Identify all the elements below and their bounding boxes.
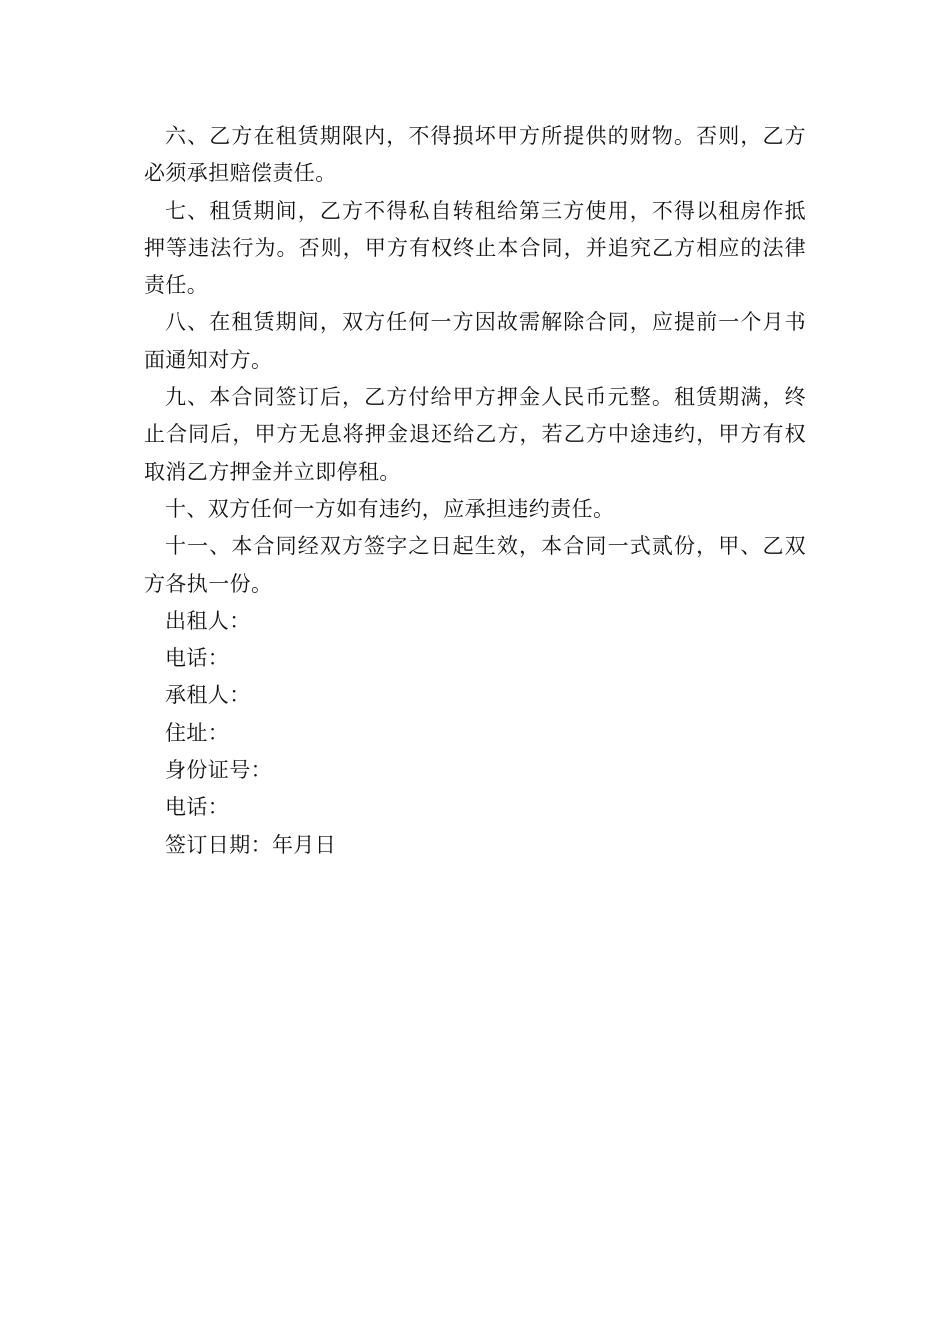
lessor-phone-field: 电话： [165, 646, 230, 671]
signing-date-field: 签订日期：年月日 [165, 832, 337, 857]
lessee-phone-field: 电话： [165, 795, 230, 820]
lessee-field: 承租人： [165, 683, 251, 708]
id-number-field: 身份证号： [165, 758, 272, 783]
clause-7: 七、租赁期间，乙方不得私自转租给第三方使用，不得以租房作抵押等违法行为。否则，甲方有权终止本合同，并追究乙方相应的法律责任。 [144, 198, 806, 298]
contract-body [144, 118, 806, 864]
address-field: 住址： [165, 720, 230, 745]
clause-11: 十一、本合同经双方签字之日起生效，本合同一式贰份，甲、乙双方各执一份。 [144, 534, 806, 596]
clause-10: 十、双方任何一方如有违约，应承担违约责任。 [165, 496, 615, 521]
clause-9: 九、本合同签订后，乙方付给甲方押金人民币元整。租赁期满，终止合同后，甲方无息将押金退还给乙方，若乙方中途违约，甲方有权取消乙方押金并立即停租。 [144, 385, 806, 484]
lessor-field: 出租人： [165, 608, 251, 633]
clause-8: 八、在租赁期间，双方任何一方因故需解除合同，应提前一个月书面通知对方。 [144, 310, 806, 372]
clause-6: 六、乙方在租赁期限内，不得损坏甲方所提供的财物。否则，乙方必须承担赔偿责任。 [144, 124, 806, 186]
